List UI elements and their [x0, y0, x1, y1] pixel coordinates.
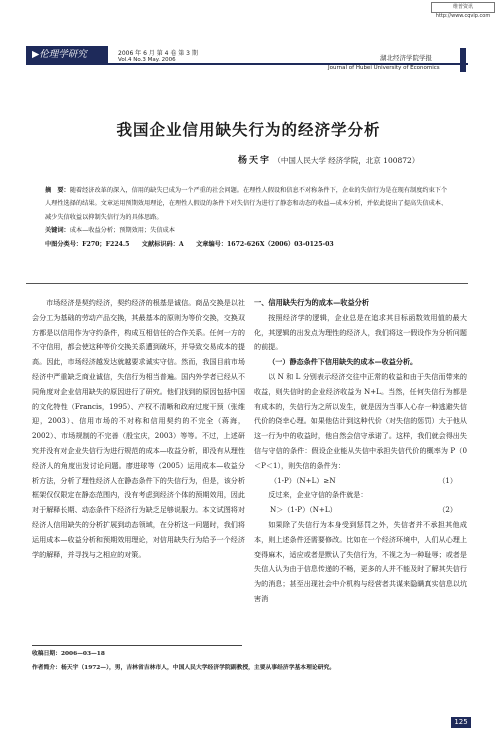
issue-cn: 2006 年 6 月 第 4 卷 第 3 期 — [118, 50, 198, 57]
section-banner: ▶伦理学研究 — [26, 46, 108, 63]
abstract-separator — [26, 283, 468, 284]
subheading: （一）静态条件下信用缺失的成本—收益分析。 — [268, 357, 418, 367]
equation-2 — [254, 503, 467, 518]
journal-en: Journal of Hubei University of Economics — [328, 65, 440, 71]
right-column — [254, 296, 467, 607]
footnote-rule — [32, 645, 242, 646]
paragraph-4: 如果除了失信行为本身受到惩罚之外，失信者并不承担其他成本，则上述条件还需要修改。比如在一个经济环境中，人们从心理上变得麻木，适应或者是默认了失信行为，不视之为一种耻辱；或者是失信人认为由于信息传递的不畅，更多的人并不能及时了解其失信行为的消息；甚至出现社会中介机构与经营者共谋来隐瞒真实信息以坑害消 — [254, 519, 467, 603]
article-title: 我国企业信用缺失行为的经济学分析 — [116, 120, 381, 139]
left-column — [32, 296, 245, 562]
author-name: 杨天宇 — [238, 156, 272, 166]
abstract-label: 摘 要： — [45, 187, 70, 194]
issue-en: Vol.4 No.3 May. 2006 — [118, 57, 176, 63]
paragraph-3: 反过来，企业守信的条件就是： — [268, 490, 368, 500]
abstract-text: 随着经济改革的深入，信用的缺失已成为一个严重的社会问题。在理性人假设和信息不对称条件下，企业的失信行为是在现有制度约束下个人理性选择的结果。文章运用预期效用理论，在理性人假设的条件下对失信行为进行了静态和动态的收益—成本分析，并依此提出了提高失信成本、减少失信收益以抑制失信行为的具体思路。 — [45, 187, 448, 221]
intro-paragraph: 市场经济是契约经济，契约经济的根基是诚信。商品交换是以社会分工为基础的劳动产品交换，其最基本的原则为等价交换，交换双方都是以信用作为守约条件，构成互相信任的合作关系。任何一方的不守信用，都会使这种等价交换关系遭到破坏，并导致交易成本的提高。因此，市场经济越发达就越要求诚实守信。然而，我国目前市场经济中严重缺乏商业诚信，失信行为相当普遍。国内外学者已经从不同角度对企业信用缺失的原因进行了研究。他们找到的原因包括中国的文化特性（Francis，1995）、产权不清晰和政府过度干预（张维迎，2003）、信用市场的不对称和信用契约的不完全（蒋海，2002）、市场规制的不完善（殷宝庆，2003）等等。不过，上述研究并没有对企业失信行为进行规范的成本—收益分析，即没有从理性经济人的角度出发讨论问题。廖进球等（2005）运用成本—收益分析方法，分析了理性经济人在静态条件下的失信行为，但是，该分析框架仅仅限定在静态范围内，没有考虑到经济个体的预期效用，因此对于解释长期、动态条件下经济行为缺乏足够说服力。本文试图将对经济人信用缺失的分析扩展到动态领域，在分析这一问题时，我们将运用成本—收益分析和预期效用理论，对信用缺失行为给予一个经济学的解释，并寻找与之相应的对策。 — [32, 298, 245, 559]
author-line — [238, 153, 419, 166]
watermark: 维普资讯 http://www.cqvip.com — [431, 2, 495, 13]
paragraph-2: 以 N 和 L 分别表示经济交往中正常的收益和由于失信而带来的收益，则失信时的企业经济收益为 N+L。当然，任何失信行为都是有成本的，失信行为之所以发生，就是因为当事人心存一种逃避失信代价的侥幸心理。如果他估计到这种代价（对失信的惩罚）大于他从这一行为中的收益时，他自然会信守承诺了。这样，我们就会得出失信与守信的条件：假设企业能从失信中承担失信代价的概率为 P（0＜P＜1），则失信的条件为： — [254, 371, 467, 470]
paragraph-1: 按照经济学的逻辑，企业总是在追求其目标函数效用值的最大化，其逻辑的出发点为理性的经济人，我们将这一假设作为分析问题的前提。 — [254, 312, 467, 352]
keywords — [45, 224, 452, 237]
abstract-block — [45, 184, 452, 269]
equation-1 — [254, 474, 467, 489]
author-affiliation: （中国人民大学 经济学院，北京 100872） — [273, 156, 420, 165]
footnote — [32, 647, 472, 675]
journal-cn: 湖北经济学院学报 — [380, 54, 432, 62]
section-heading: 一、信用缺失行为的成本—收益分析 — [254, 298, 370, 307]
classification-line: 中图分类号：F270；F224.5 文献标识码：A 文章编号：1672-626X（2006）03-0125-03 — [45, 240, 334, 248]
header-rule — [26, 63, 468, 65]
page-number: 125 — [451, 717, 471, 728]
equation-2-number: （2） — [438, 505, 457, 515]
keywords-label: 关键词： — [45, 227, 70, 235]
keywords-text: 成本—收益分析；预期效用；失信成本 — [69, 227, 175, 235]
author-bio: 作者简介：杨天宇（1972—），男，吉林省吉林市人，中国人民大学经济学院副教授，主要从事经济学基本理论研究。 — [32, 665, 336, 671]
equation-1-body: （1-P）（N+L）≥N — [270, 475, 336, 485]
equation-2-body: N＞（1-P）（N+L） — [270, 505, 337, 515]
equation-1-number: （1） — [438, 475, 457, 485]
received-date: 收稿日期：2006—03—18 — [32, 651, 105, 657]
abstract — [45, 184, 452, 224]
journal-bar — [460, 48, 466, 72]
